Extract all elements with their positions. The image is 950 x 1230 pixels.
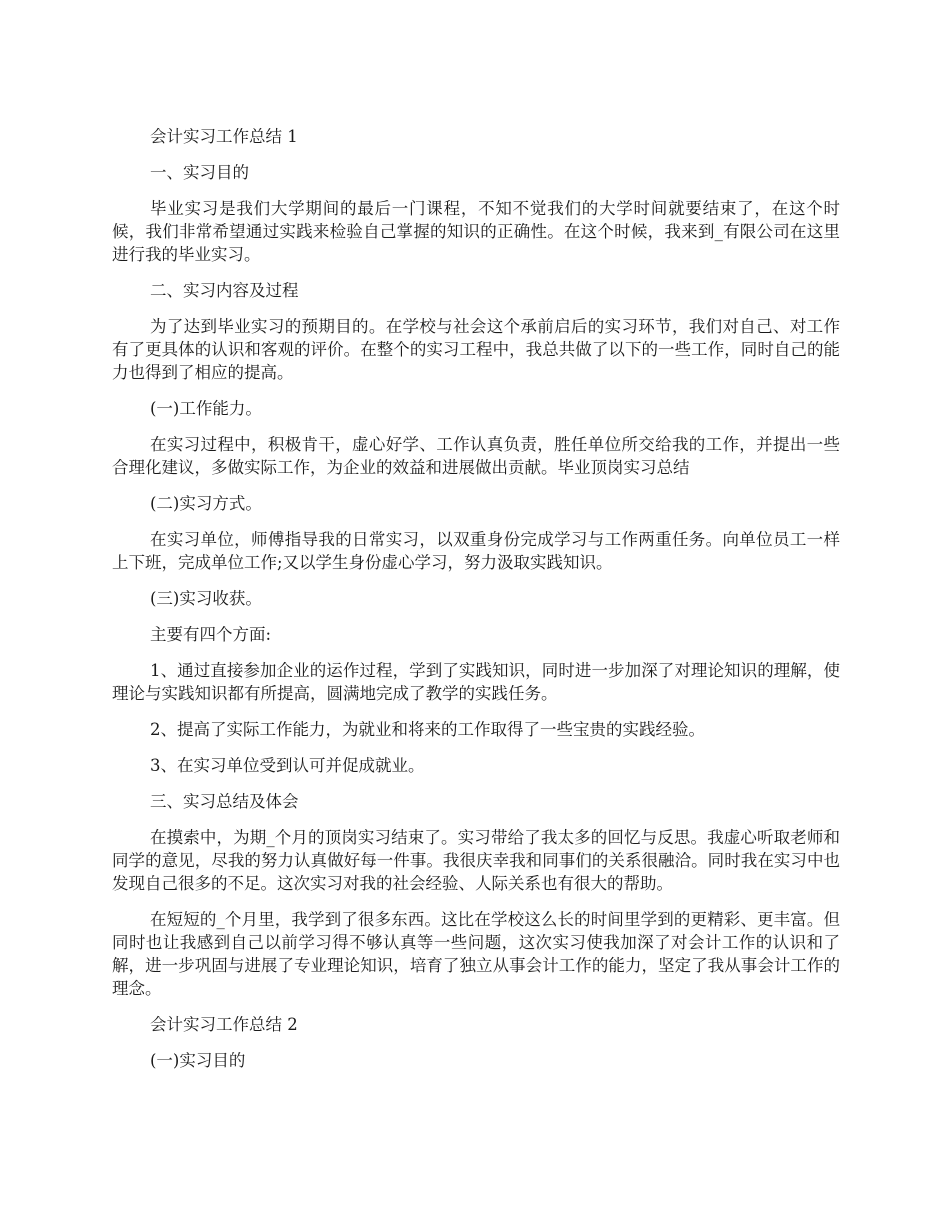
subsection-heading: (二)实习方式。 — [150, 494, 262, 513]
list-item: 3、在实习单位受到认可并促成就业。 — [150, 756, 425, 775]
section-heading: 二、实习内容及过程 — [150, 281, 299, 300]
list-item: 1、通过直接参加企业的运作过程，学到了实践知识，同时进一步加深了对理论知识的理解，使理论与实践知识都有所提高，圆满地完成了教学的实践任务。 — [112, 661, 840, 703]
body-paragraph: 为了达到毕业实习的预期目的。在学校与社会这个承前启后的实习环节，我们对自己、对工作有了更具体的认识和客观的评价。在整个的实习工程中，我总共做了以下的一些工作，同时自己的能力也得到了相应的提高。 — [112, 317, 840, 382]
body-paragraph: 毕业实习是我们大学期间的最后一门课程，不知不觉我们的大学时间就要结束了，在这个时候，我们非常希望通过实践来检验自己掌握的知识的正确性。在这个时候，我来到_有限公司在这里进行我的毕业实习。 — [112, 199, 840, 264]
section-heading: 三、实习总结及体会 — [150, 792, 299, 811]
body-paragraph: 主要有四个方面: — [150, 625, 272, 644]
subsection-heading: (一)实习目的 — [150, 1051, 246, 1070]
body-paragraph: 在实习过程中，积极肯干，虚心好学、工作认真负责，胜任单位所交给我的工作，并提出一些合理化建议，多做实际工作，为企业的效益和进展做出贡献。毕业顶岗实习总结 — [112, 435, 840, 477]
body-paragraph: 在实习单位，师傅指导我的日常实习，以双重身份完成学习与工作两重任务。向单位员工一样上下班，完成单位工作;又以学生身份虚心学习，努力汲取实践知识。 — [112, 530, 840, 572]
body-paragraph: 在摸索中，为期_个月的顶岗实习结束了。实习带给了我太多的回忆与反思。我虚心听取老师和同学的意见，尽我的努力认真做好每一件事。我很庆幸我和同事们的关系很融洽。同时我在实习中也发现自己很多的不足。这次实习对我的社会经验、人际关系也有很大的帮助。 — [112, 828, 840, 893]
list-item: 2、提高了实际工作能力，为就业和将来的工作取得了一些宝贵的实践经验。 — [150, 720, 705, 739]
subsection-heading: (三)实习收获。 — [150, 589, 262, 608]
section-heading: 一、实习目的 — [150, 163, 249, 182]
subsection-heading: (一)工作能力。 — [150, 399, 262, 418]
doc-title: 会计实习工作总结 2 — [150, 1015, 298, 1034]
doc-title: 会计实习工作总结 1 — [150, 127, 298, 146]
body-paragraph: 在短短的_个月里，我学到了很多东西。这比在学校这么长的时间里学到的更精彩、更丰富。但同时也让我感到自己以前学习得不够认真等一些问题，这次实习使我加深了对会计工作的认识和了解，进一步巩固与进展了专业理论知识，培育了独立从事会计工作的能力，坚定了我从事会计工作的理念。 — [112, 910, 840, 998]
